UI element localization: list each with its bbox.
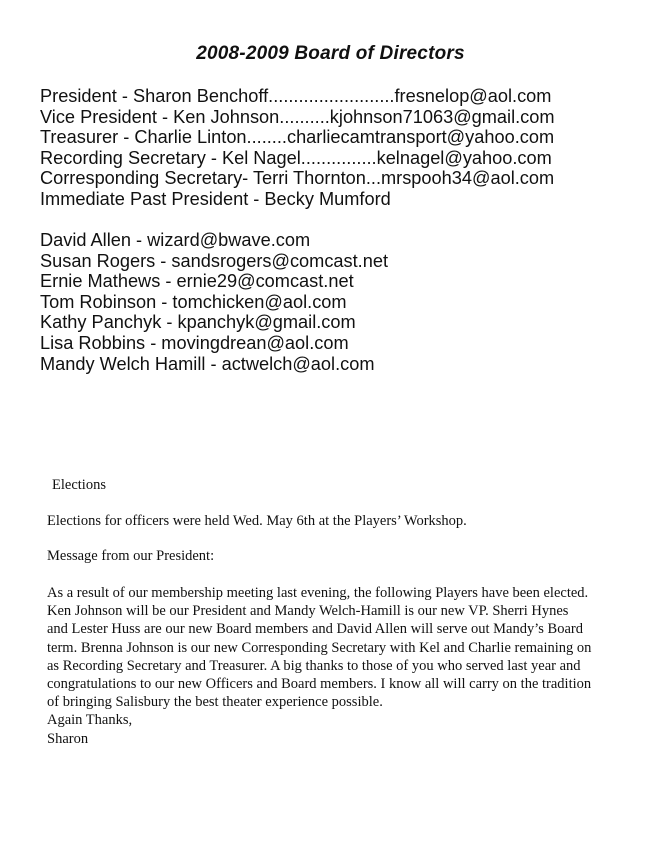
board-member: Ernie Mathews - ernie29@comcast.net [40,271,354,292]
board-member: Mandy Welch Hamill - actwelch@aol.com [40,353,375,374]
message-line: of bringing Salisbury the best theater experience possible. [47,694,383,711]
board-members-list [40,230,388,374]
officer-treasurer: Treasurer - Charlie Linton........charliecamtransport@yahoo.com [40,127,555,148]
officer-president: President - Sharon Benchoff.........................fresnelop@aol.com [40,86,552,106]
board-member: David Allen - wizard@bwave.com [40,230,311,250]
elections-text: Elections for officers were held Wed. May 6th at the Players’ Workshop. [47,513,467,529]
message-line: As a result of our membership meeting last evening, the following Players have been elected. [47,585,589,601]
officer-past-president: Immediate Past President - Becky Mumford [40,188,391,209]
message-line: Ken Johnson will be our President and Mandy Welch-Hamill is our new VP. Sherri Hynes [47,603,569,620]
board-member: Lisa Robbins - movingdrean@aol.com [40,332,349,353]
board-member: Susan Rogers - sandsrogers@comcast.net [40,250,389,271]
officer-corresponding-secretary: Corresponding Secretary- Terri Thornton...mrspooh34@aol.com [40,168,555,189]
officer-vice-president: Vice President - Ken Johnson..........kjohnson71063@gmail.com [40,106,555,127]
elections-heading: Elections [52,477,106,493]
message-line: term. Brenna Johnson is our new Corresponding Secretary with Kel and Charlie remaining on [47,639,592,656]
board-member: Kathy Panchyk - kpanchyk@gmail.com [40,312,356,333]
officer-recording-secretary: Recording Secretary - Kel Nagel...............kelnagel@yahoo.com [40,147,552,168]
president-message [47,584,647,748]
message-heading: Message from our President: [47,548,215,564]
page-title: 2008-2009 Board of Directors [196,43,465,64]
message-line: and Lester Huss are our new Board members and David Allen will serve out Mandy’s Board [47,621,583,638]
message-line: congratulations to our new Officers and Board members. I know all will carry on the tradition [47,676,592,693]
message-line: as Recording Secretary and Treasurer. A big thanks to those of you who served last year and [47,657,581,674]
officers-list [40,86,555,210]
message-signature: Sharon [47,730,89,747]
message-closing: Again Thanks, [47,712,133,729]
board-member: Tom Robinson - tomchicken@aol.com [40,291,347,312]
